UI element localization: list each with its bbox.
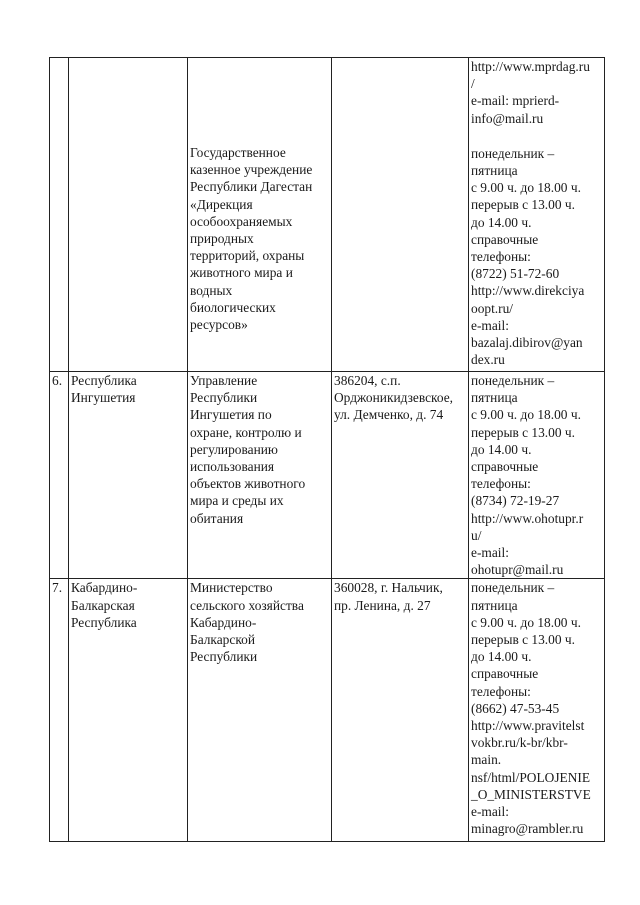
organization-line: Ингушетия по — [190, 407, 272, 423]
organization-line: ресурсов» — [190, 317, 248, 333]
contact-line: с 9.00 ч. до 18.00 ч. — [471, 614, 581, 630]
organization-line: обитания — [190, 510, 244, 526]
organization-line: биологических — [190, 299, 276, 315]
organization-line: территорий, охраны — [190, 248, 305, 264]
contact-line: телефоны: — [471, 476, 531, 492]
email-value: minagro@rambler.ru — [471, 821, 584, 837]
email-label: e-mail: — [471, 545, 509, 561]
email-value: dex.ru — [471, 352, 505, 368]
organization-line: объектов животного — [190, 476, 306, 492]
phone-number: (8662) 47-53-45 — [471, 700, 560, 716]
phone-number: (8734) 72-19-27 — [471, 493, 560, 509]
organization-line: сельского хозяйства — [190, 597, 304, 613]
organization-line: мира и среды их — [190, 493, 284, 509]
contact-line: с 9.00 ч. до 18.00 ч. — [471, 180, 581, 196]
contact-line: справочные — [471, 666, 539, 682]
contact-line: перерыв с 13.00 ч. — [471, 197, 575, 213]
email-label: e-mail: mprierd- — [471, 93, 560, 109]
organization-line: особоохраняемых — [190, 213, 293, 229]
organization-line: Министерство — [190, 580, 273, 596]
blank-gap — [471, 127, 603, 145]
website-link: vokbr.ru/k-br/kbr- — [471, 735, 568, 751]
table-row — [50, 579, 605, 842]
organization-line: охране, контролю и — [190, 424, 302, 440]
organization-line: регулированию — [190, 441, 278, 457]
organization-line: природных — [190, 231, 254, 247]
website-link: / — [471, 76, 475, 92]
contact-line: понедельник – — [471, 373, 555, 388]
organization-line: «Дирекция — [190, 196, 253, 212]
row-number-cell — [50, 372, 69, 579]
contact-line: до 14.00 ч. — [471, 214, 532, 230]
address-line: ул. Демченко, д. 74 — [334, 407, 444, 423]
organization-line: Республики — [190, 649, 258, 665]
website-link: oopt.ru/ — [471, 300, 514, 316]
row-number: 7. — [52, 580, 63, 596]
row-number-cell — [50, 579, 69, 842]
organization-cell — [188, 372, 332, 579]
organization-cell — [188, 58, 332, 372]
organization-line: использования — [190, 459, 275, 475]
address-cell — [332, 58, 469, 372]
contact-line: понедельник – — [471, 580, 555, 596]
email-label: e-mail: — [471, 804, 509, 820]
organization-line: Республики — [190, 390, 258, 406]
region-line: Республика — [71, 614, 137, 630]
row-number: 6. — [52, 373, 63, 388]
contact-line: с 9.00 ч. до 18.00 ч. — [471, 407, 581, 423]
contact-cell — [469, 58, 605, 372]
contact-line: до 14.00 ч. — [471, 649, 532, 665]
email-label: e-mail: — [471, 317, 509, 333]
table-row — [50, 372, 605, 579]
contact-cell — [469, 579, 605, 842]
registry-table — [49, 57, 605, 842]
website-link: http://www.pravitelst — [471, 718, 585, 734]
address-cell — [332, 579, 469, 842]
organization-line: казенное учреждение — [190, 162, 313, 178]
phone-number: (8722) 51-72-60 — [471, 266, 560, 282]
website-link: http://www.ohotupr.r — [471, 510, 584, 526]
contact-line: пятница — [471, 597, 518, 613]
organization-line: Балкарской — [190, 632, 256, 648]
contact-line: перерыв с 13.00 ч. — [471, 424, 575, 440]
address-line: 386204, с.п. — [334, 373, 401, 388]
region-line: Кабардино- — [71, 580, 138, 596]
contact-line: понедельник – — [471, 145, 555, 161]
contact-line: телефоны: — [471, 249, 531, 265]
region-cell — [69, 58, 188, 372]
website-link: nsf/html/POLOJENIE — [471, 769, 591, 785]
cell-top-space — [190, 58, 330, 144]
organization-line: водных — [190, 282, 233, 298]
address-line: 360028, г. Нальчик, — [334, 580, 443, 596]
region-line: Балкарская — [71, 597, 135, 613]
address-cell — [332, 372, 469, 579]
contact-line: перерыв с 13.00 ч. — [471, 632, 575, 648]
organization-line: Республики Дагестан — [190, 179, 313, 195]
organization-line: Кабардино- — [190, 614, 257, 630]
contact-line: пятница — [471, 163, 518, 179]
organization-line: животного мира и — [190, 265, 293, 281]
region-line: Ингушетия — [71, 390, 136, 406]
contact-line: справочные — [471, 459, 539, 475]
contact-line: справочные — [471, 231, 539, 247]
website-link: u/ — [471, 527, 482, 543]
organization-line: Управление — [190, 373, 258, 388]
address-line: пр. Ленина, д. 27 — [334, 597, 431, 613]
organization-line: Государственное — [190, 145, 286, 160]
website-link: main. — [471, 752, 502, 768]
website-link: _O_MINISTERSTVE — [471, 786, 591, 802]
row-number-cell — [50, 58, 69, 372]
website-link: http://www.mprdag.ru — [471, 59, 590, 74]
region-line: Республика — [71, 373, 137, 388]
organization-cell — [188, 579, 332, 842]
email-value: ohotupr@mail.ru — [471, 562, 564, 578]
contact-line: телефоны: — [471, 683, 531, 699]
website-link: http://www.direkciya — [471, 283, 585, 299]
contact-line: до 14.00 ч. — [471, 441, 532, 457]
region-cell — [69, 372, 188, 579]
table-row — [50, 58, 605, 372]
email-value: info@mail.ru — [471, 110, 544, 126]
address-line: Орджоникидзевское, — [334, 390, 453, 406]
region-cell — [69, 579, 188, 842]
contact-line: пятница — [471, 390, 518, 406]
contact-cell — [469, 372, 605, 579]
email-value: bazalaj.dibirov@yan — [471, 335, 583, 351]
